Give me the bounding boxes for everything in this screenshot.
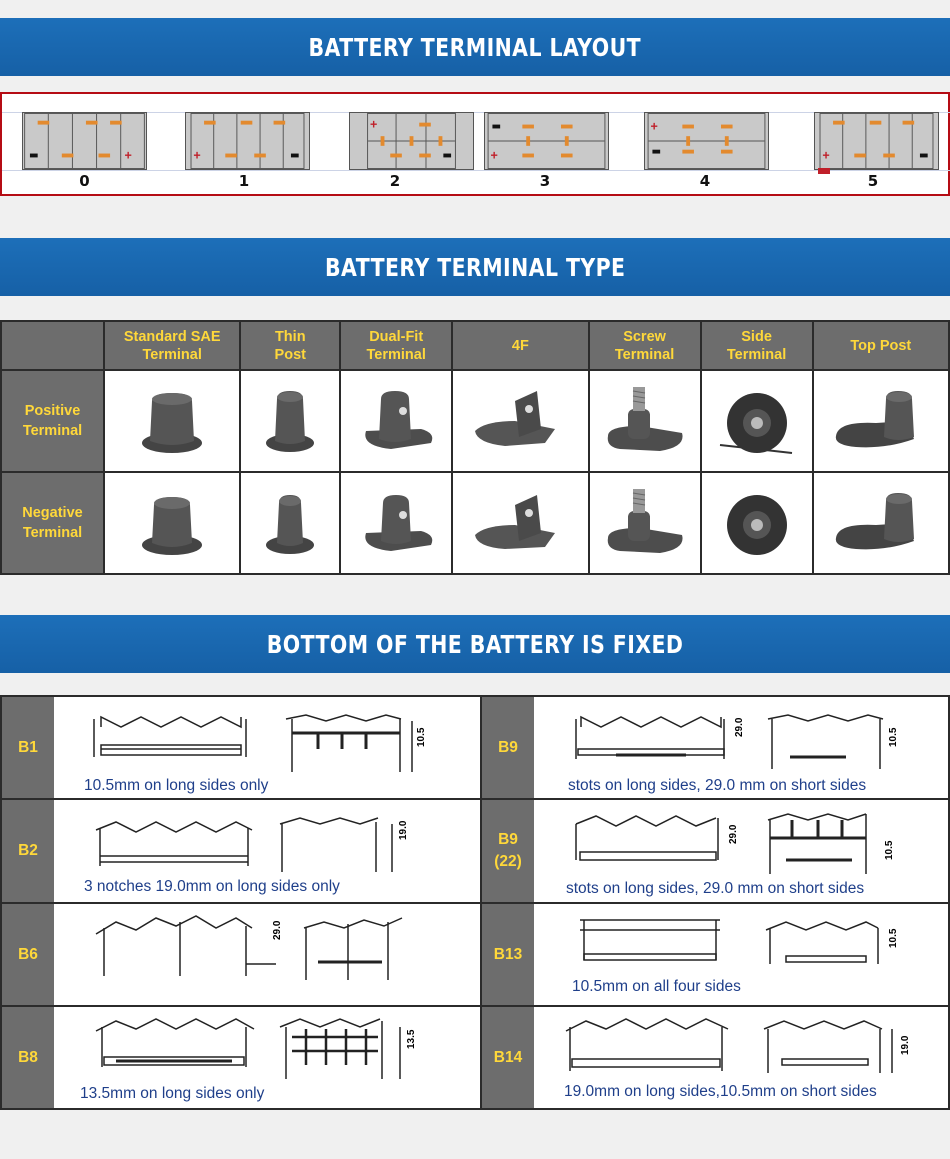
fixing-code-label: B9 [498,738,518,756]
table-row [1,370,949,472]
section-title-type: BATTERY TERMINAL TYPE [324,252,626,282]
top-post-icon [826,483,936,563]
col-header-label: 4F [511,337,529,354]
4f-terminal-icon [465,483,575,563]
fixing-code [482,904,534,1005]
fixing-caption: 10.5mm on all four sides [572,978,741,995]
col-header [452,321,588,370]
dim-label: 19.0 [398,820,409,840]
fixing-caption: stots on long sides, 29.0 mm on short sides [568,777,867,794]
layout-2-diagram [349,112,474,170]
col-header-label: Dual-Fit Terminal [366,328,426,363]
col-header [340,321,452,370]
layout-2 [349,112,474,192]
screw-terminal-icon [600,483,690,563]
fixing-diagram-b14 [536,1007,948,1108]
fixing-code-label: B13 [493,945,523,963]
fixing-code [2,904,54,1005]
terminal-image [813,472,949,574]
fixing-code-label: B1 [18,738,38,756]
row-header-label: Positive Terminal [22,403,83,439]
layout-3 [484,112,609,192]
sae-terminal-icon [127,381,217,461]
layout-0 [22,112,147,192]
dim-label: 10.5 [888,928,899,948]
col-header [240,321,340,370]
dim-label: 29.0 [728,824,739,844]
table-corner [1,321,104,370]
layout-5-diagram [814,112,939,170]
side-terminal-icon [712,483,802,563]
4f-terminal-icon [465,381,575,461]
layout-number: 3 [539,172,551,190]
thin-post-icon [250,483,330,563]
fixing-diagram-b9-22 [536,800,948,902]
terminal-image [240,472,340,574]
layout-number: 0 [79,172,90,190]
col-header-label: Side Terminal [726,328,787,363]
fixing-diagram-b13 [536,904,948,1005]
fixing-code-label: B2 [18,842,38,859]
terminal-layout-strip [0,92,950,196]
section-banner-layout [0,18,950,76]
terminal-image [813,370,949,472]
top-post-icon [826,381,936,461]
col-header [813,321,949,370]
dim-label: 10.5 [884,840,895,860]
dual-fit-terminal-icon [351,483,441,563]
layout-4-diagram [644,112,769,170]
terminal-image [240,370,340,472]
fixing-diagram-b1 [56,697,480,798]
terminal-image [701,472,813,574]
svg-text:+: + [490,148,498,163]
sae-terminal-icon [127,483,217,563]
fixing-code [2,800,54,902]
row-header [1,370,104,472]
fixing-code [2,697,54,798]
fixing-caption: 10.5mm on long sides only [84,777,269,794]
col-header-label: Top Post [850,337,912,354]
svg-text:+: + [650,119,658,134]
terminal-type-table [0,320,950,575]
layout-0-diagram [22,112,147,170]
fixing-diagram-b8 [56,1007,480,1108]
layout-1 [185,112,310,192]
layout-5 [814,112,939,192]
svg-text:+: + [369,117,378,132]
layout-1-diagram [185,112,310,170]
col-header-label: Standard SAE Terminal [123,328,221,363]
fixing-code [482,697,534,798]
fixing-diagram-b9 [536,697,948,798]
fixing-code-label: B9 (22) [494,831,522,870]
svg-text:+: + [193,148,201,163]
fixing-caption: stots on long sides, 29.0 mm on short sides [566,880,865,897]
table-row [1,472,949,574]
col-header [589,321,701,370]
fixing-caption: 13.5mm on long sides only [80,1085,265,1102]
terminal-image [452,472,588,574]
thin-post-icon [250,381,330,461]
layout-3-diagram [484,112,609,170]
fixing-code-label: B6 [18,945,38,963]
fixing-code [2,1007,54,1108]
terminal-image [701,370,813,472]
fixing-caption: 19.0mm on long sides,10.5mm on short sides [564,1083,877,1100]
col-header-label: Thin Post [274,328,306,363]
terminal-image [589,370,701,472]
dim-label: 29.0 [734,717,745,737]
section-title-bottom: BOTTOM OF THE BATTERY IS FIXED [266,629,684,659]
col-header [701,321,813,370]
section-title-layout: BATTERY TERMINAL LAYOUT [308,32,642,62]
fixing-diagram-b2 [56,800,480,902]
dim-label: 10.5 [416,727,427,747]
layout-number: 4 [699,172,711,190]
row-header-label: Negative Terminal [22,505,83,541]
layout-number: 5 [867,172,879,190]
side-terminal-icon [712,381,802,461]
section-banner-type [0,238,950,296]
fixing-diagram-b6 [56,904,480,1005]
bottom-fixing-grid [0,695,950,1110]
b6-drawing [56,904,480,1005]
layout-number: 1 [238,172,250,190]
terminal-image [340,472,452,574]
dim-label: 10.5 [888,727,899,747]
dim-label: 19.0 [900,1035,911,1055]
fixing-code [482,1007,534,1108]
fixing-code-label: B14 [493,1048,523,1066]
dim-label: 13.5 [406,1029,417,1049]
screw-terminal-icon [600,381,690,461]
terminal-image [340,370,452,472]
fixing-code-label: B8 [18,1048,38,1066]
terminal-image [104,370,240,472]
row-header [1,472,104,574]
fixing-caption: 3 notches 19.0mm on long sides only [84,878,340,895]
col-header [104,321,240,370]
layout-4 [644,112,769,192]
svg-text:+: + [822,148,830,163]
layout-number: 2 [389,172,401,190]
fixing-code [482,800,534,902]
terminal-image [589,472,701,574]
dim-label: 29.0 [272,920,283,940]
section-banner-bottom [0,615,950,673]
terminal-image [104,472,240,574]
svg-text:+: + [124,148,132,163]
dual-fit-terminal-icon [351,381,441,461]
terminal-image [452,370,588,472]
col-header-label: Screw Terminal [614,328,675,363]
